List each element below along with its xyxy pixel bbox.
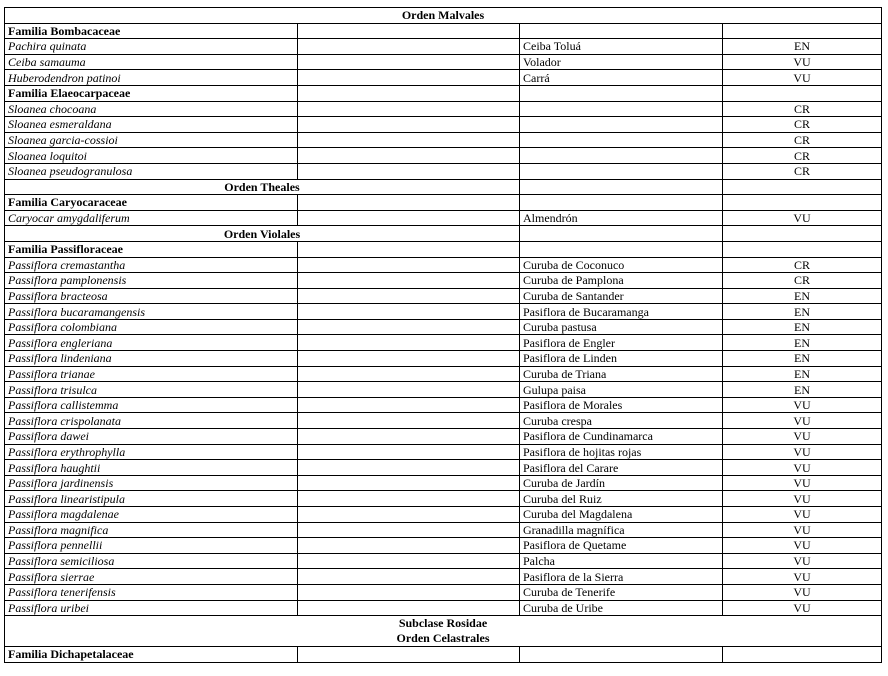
scientific-name: Passiflora haughtii	[5, 460, 298, 476]
empty-cell	[298, 319, 520, 335]
species-table	[4, 7, 882, 663]
family-name: Familia Passifloraceae	[5, 241, 298, 257]
species-row	[5, 522, 882, 538]
common-name: Curuba de Santander	[520, 288, 723, 304]
species-row	[5, 70, 882, 86]
threat-category: VU	[723, 444, 882, 460]
threat-category: EN	[723, 39, 882, 55]
scientific-name: Passiflora semiciliosa	[5, 553, 298, 569]
threat-category: CR	[723, 117, 882, 133]
subclass-row	[5, 616, 882, 647]
threat-category: VU	[723, 54, 882, 70]
empty-cell	[723, 241, 882, 257]
species-table-body	[5, 8, 882, 663]
species-row	[5, 210, 882, 226]
threat-category: CR	[723, 132, 882, 148]
empty-cell	[298, 241, 520, 257]
subclass-cell	[5, 616, 882, 647]
threat-category: VU	[723, 70, 882, 86]
threat-category: VU	[723, 538, 882, 554]
scientific-name: Passiflora tenerifensis	[5, 584, 298, 600]
species-row	[5, 397, 882, 413]
scientific-name: Passiflora dawei	[5, 429, 298, 445]
empty-cell	[723, 647, 882, 663]
common-name: Pasiflora de Bucaramanga	[520, 304, 723, 320]
scientific-name: Passiflora pamplonensis	[5, 273, 298, 289]
empty-cell	[298, 273, 520, 289]
empty-cell	[298, 553, 520, 569]
threat-category: EN	[723, 288, 882, 304]
species-row	[5, 569, 882, 585]
scientific-name: Sloanea garcia-cossioi	[5, 132, 298, 148]
order-row	[5, 226, 882, 242]
common-name	[520, 163, 723, 179]
species-row	[5, 163, 882, 179]
subclass-name: Subclase Rosidae	[398, 616, 488, 631]
empty-cell	[520, 23, 723, 39]
threat-category: VU	[723, 210, 882, 226]
common-name: Curuba pastusa	[520, 319, 723, 335]
empty-cell	[298, 257, 520, 273]
common-name: Pasiflora de Morales	[520, 397, 723, 413]
common-name: Pasiflora del Carare	[520, 460, 723, 476]
species-row	[5, 288, 882, 304]
scientific-name: Passiflora bucaramangensis	[5, 304, 298, 320]
empty-cell	[520, 195, 723, 211]
empty-cell	[298, 584, 520, 600]
empty-cell	[298, 39, 520, 55]
scientific-name: Passiflora trianae	[5, 366, 298, 382]
common-name	[520, 148, 723, 164]
empty-cell	[298, 538, 520, 554]
common-name: Pasiflora de hojitas rojas	[520, 444, 723, 460]
scientific-name: Sloanea pseudogranulosa	[5, 163, 298, 179]
scientific-name: Passiflora linearistipula	[5, 491, 298, 507]
species-row	[5, 429, 882, 445]
species-row	[5, 600, 882, 616]
common-name: Curuba del Magdalena	[520, 507, 723, 523]
empty-cell	[520, 179, 723, 195]
threat-category: CR	[723, 163, 882, 179]
species-row	[5, 584, 882, 600]
threat-category: EN	[723, 319, 882, 335]
threat-category: VU	[723, 522, 882, 538]
threat-category: VU	[723, 507, 882, 523]
species-row	[5, 413, 882, 429]
empty-cell	[298, 397, 520, 413]
empty-cell	[298, 382, 520, 398]
empty-cell	[298, 460, 520, 476]
threat-category: CR	[723, 273, 882, 289]
common-name: Curuba crespa	[520, 413, 723, 429]
scientific-name: Pachira quinata	[5, 39, 298, 55]
family-row	[5, 85, 882, 101]
empty-cell	[723, 226, 882, 242]
threat-category: EN	[723, 335, 882, 351]
scientific-name: Passiflora pennellii	[5, 538, 298, 554]
threat-category: VU	[723, 397, 882, 413]
empty-cell	[723, 195, 882, 211]
species-row	[5, 319, 882, 335]
common-name: Pasiflora de Engler	[520, 335, 723, 351]
scientific-name: Passiflora engleriana	[5, 335, 298, 351]
family-name: Familia Dichapetalaceae	[5, 647, 298, 663]
scientific-name: Passiflora jardinensis	[5, 475, 298, 491]
species-row	[5, 444, 882, 460]
common-name: Curuba de Triana	[520, 366, 723, 382]
species-row	[5, 54, 882, 70]
scientific-name: Passiflora sierrae	[5, 569, 298, 585]
scientific-name: Passiflora crispolanata	[5, 413, 298, 429]
scientific-name: Passiflora erythrophylla	[5, 444, 298, 460]
scientific-name: Sloanea esmeraldana	[5, 117, 298, 133]
threat-category: VU	[723, 475, 882, 491]
empty-cell	[298, 491, 520, 507]
threat-category: VU	[723, 491, 882, 507]
threat-category: EN	[723, 382, 882, 398]
threat-category: VU	[723, 553, 882, 569]
scientific-name: Passiflora uribei	[5, 600, 298, 616]
scientific-name: Sloanea loquitoi	[5, 148, 298, 164]
common-name: Volador	[520, 54, 723, 70]
empty-cell	[298, 600, 520, 616]
common-name: Curuba de Coconuco	[520, 257, 723, 273]
scientific-name: Sloanea chocoana	[5, 101, 298, 117]
threat-category: EN	[723, 366, 882, 382]
scientific-name: Passiflora trisulca	[5, 382, 298, 398]
empty-cell	[298, 163, 520, 179]
species-row	[5, 304, 882, 320]
common-name	[520, 101, 723, 117]
species-row	[5, 538, 882, 554]
family-row	[5, 241, 882, 257]
family-name: Familia Elaeocarpaceae	[5, 85, 298, 101]
species-row	[5, 507, 882, 523]
threat-category: VU	[723, 460, 882, 476]
species-row	[5, 366, 882, 382]
empty-cell	[298, 507, 520, 523]
scientific-name: Huberodendron patinoi	[5, 70, 298, 86]
species-row	[5, 335, 882, 351]
common-name: Curuba de Tenerife	[520, 584, 723, 600]
common-name: Curuba del Ruiz	[520, 491, 723, 507]
empty-cell	[298, 351, 520, 367]
species-row	[5, 39, 882, 55]
empty-cell	[298, 117, 520, 133]
threat-category: EN	[723, 351, 882, 367]
threat-category: VU	[723, 429, 882, 445]
common-name: Gulupa paisa	[520, 382, 723, 398]
species-row	[5, 460, 882, 476]
order-row	[5, 179, 882, 195]
family-row	[5, 23, 882, 39]
species-row	[5, 132, 882, 148]
empty-cell	[520, 226, 723, 242]
scientific-name: Passiflora callistemma	[5, 397, 298, 413]
empty-cell	[723, 85, 882, 101]
species-row	[5, 351, 882, 367]
species-row	[5, 117, 882, 133]
order-header-row	[5, 8, 882, 24]
species-row	[5, 257, 882, 273]
empty-cell	[520, 85, 723, 101]
species-table-container	[4, 7, 882, 663]
threat-category: EN	[723, 304, 882, 320]
empty-cell	[723, 23, 882, 39]
threat-category: CR	[723, 148, 882, 164]
common-name: Pasiflora de Linden	[520, 351, 723, 367]
empty-cell	[298, 101, 520, 117]
empty-cell	[298, 304, 520, 320]
common-name	[520, 117, 723, 133]
empty-cell	[298, 475, 520, 491]
common-name: Ceiba Toluá	[520, 39, 723, 55]
species-row	[5, 491, 882, 507]
scientific-name: Ceiba samauma	[5, 54, 298, 70]
empty-cell	[298, 288, 520, 304]
family-name: Familia Bombacaceae	[5, 23, 298, 39]
empty-cell	[298, 132, 520, 148]
scientific-name: Caryocar amygdaliferum	[5, 210, 298, 226]
order-name: Orden Celastrales	[396, 631, 490, 646]
scientific-name: Passiflora magnifica	[5, 522, 298, 538]
empty-cell	[520, 647, 723, 663]
common-name	[520, 132, 723, 148]
family-row	[5, 647, 882, 663]
empty-cell	[298, 195, 520, 211]
empty-cell	[298, 54, 520, 70]
empty-cell	[298, 569, 520, 585]
scientific-name: Passiflora lindeniana	[5, 351, 298, 367]
threat-category: VU	[723, 413, 882, 429]
species-row	[5, 475, 882, 491]
empty-cell	[298, 413, 520, 429]
common-name: Curuba de Pamplona	[520, 273, 723, 289]
empty-cell	[298, 522, 520, 538]
threat-category: CR	[723, 257, 882, 273]
threat-category: VU	[723, 584, 882, 600]
common-name: Granadilla magnífica	[520, 522, 723, 538]
scientific-name: Passiflora bracteosa	[5, 288, 298, 304]
order-name: Orden Violales	[5, 226, 520, 242]
empty-cell	[298, 429, 520, 445]
empty-cell	[298, 148, 520, 164]
threat-category: VU	[723, 600, 882, 616]
species-row	[5, 382, 882, 398]
species-row	[5, 553, 882, 569]
threat-category: VU	[723, 569, 882, 585]
scientific-name: Passiflora colombiana	[5, 319, 298, 335]
empty-cell	[298, 335, 520, 351]
common-name: Curuba de Jardín	[520, 475, 723, 491]
common-name: Carrá	[520, 70, 723, 86]
empty-cell	[723, 179, 882, 195]
empty-cell	[298, 23, 520, 39]
empty-cell	[298, 85, 520, 101]
species-row	[5, 101, 882, 117]
common-name: Curuba de Uribe	[520, 600, 723, 616]
family-name: Familia Caryocaraceae	[5, 195, 298, 211]
order-title: Orden Malvales	[5, 8, 882, 24]
common-name: Pasiflora de la Sierra	[520, 569, 723, 585]
common-name: Palcha	[520, 553, 723, 569]
scientific-name: Passiflora cremastantha	[5, 257, 298, 273]
empty-cell	[298, 366, 520, 382]
common-name: Pasiflora de Quetame	[520, 538, 723, 554]
empty-cell	[298, 210, 520, 226]
order-name: Orden Theales	[5, 179, 520, 195]
common-name: Pasiflora de Cundinamarca	[520, 429, 723, 445]
empty-cell	[520, 241, 723, 257]
common-name: Almendrón	[520, 210, 723, 226]
threat-category: CR	[723, 101, 882, 117]
empty-cell	[298, 647, 520, 663]
empty-cell	[298, 70, 520, 86]
empty-cell	[298, 444, 520, 460]
species-row	[5, 273, 882, 289]
scientific-name: Passiflora magdalenae	[5, 507, 298, 523]
family-row	[5, 195, 882, 211]
species-row	[5, 148, 882, 164]
